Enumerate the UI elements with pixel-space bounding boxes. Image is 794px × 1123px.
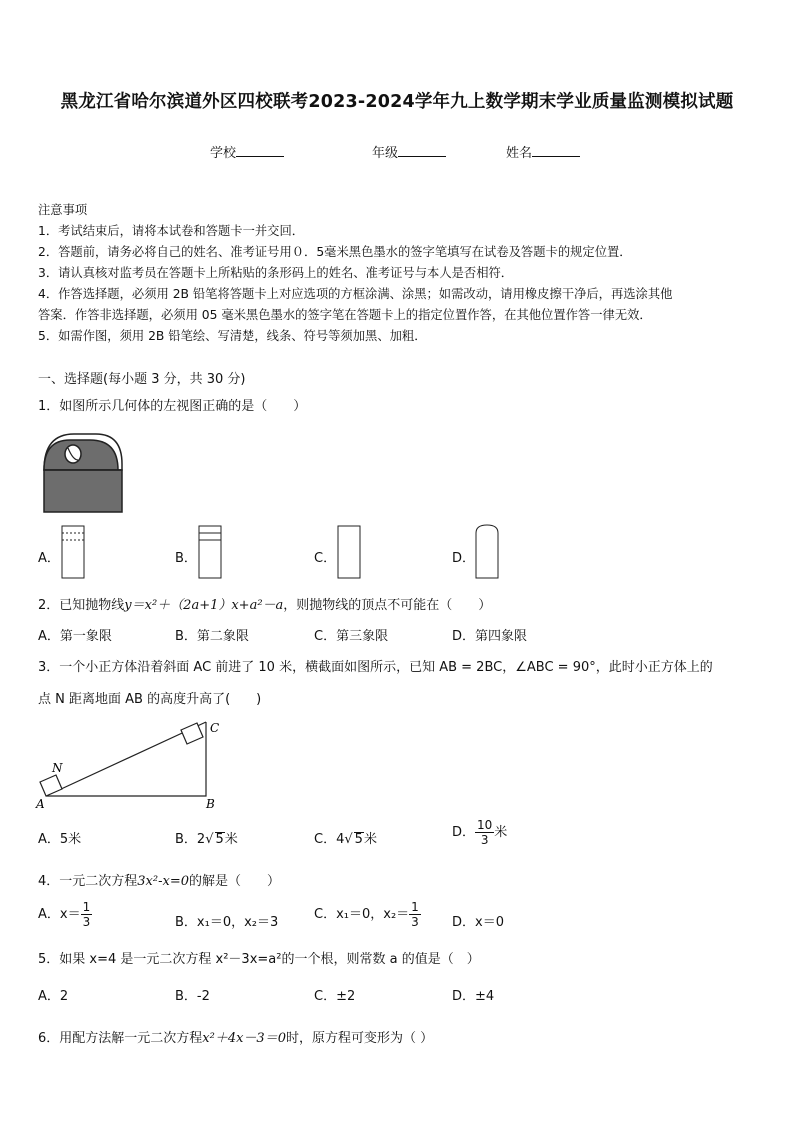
q3-option-d-numerator: 10 <box>477 818 493 832</box>
q6-suffix: 时，原方程可变形为（ ） <box>285 1031 434 1046</box>
q3-option-c-radicand: 5 <box>354 832 363 847</box>
q3-option-b-prefix: B．2 <box>175 832 206 847</box>
name-blank[interactable] <box>532 144 580 157</box>
question-2-text <box>38 594 491 613</box>
label-n: N <box>52 761 63 775</box>
q4-option-c-prefix: C．x₁＝0，x₂＝ <box>314 907 410 922</box>
q2-option-a[interactable]: A．第一象限 <box>38 629 112 644</box>
q1-option-d[interactable]: D． <box>452 551 476 566</box>
q2-option-d[interactable]: D．第四象限 <box>452 629 528 644</box>
q4-prefix: 4．一元二次方程 <box>38 874 138 889</box>
q4-option-b[interactable]: B．x₁＝0，x₂＝3 <box>175 915 279 930</box>
q3-option-c-suffix: 米 <box>363 832 377 847</box>
q3-option-c[interactable]: C．4√ 5米 <box>314 832 377 847</box>
grade-field[interactable] <box>372 142 446 161</box>
notice-heading: 注意事项 <box>38 203 88 217</box>
name-field[interactable] <box>506 142 580 161</box>
question-5-text: 5．如果 x=4 是一元二次方程 x²－3x=a²的一个根，则常数 a 的值是（ ） <box>38 952 480 967</box>
school-field[interactable] <box>210 142 284 161</box>
question-3-line-1: 3．一个小正方体沿着斜面 AC 前进了 10 米，横截面如图所示，已知 AB = 2BC，∠ABC = 90°，此时小正方体上的 <box>38 660 713 675</box>
q4-option-a-numerator: 1 <box>82 900 91 914</box>
q4-option-a-prefix: A．x＝ <box>38 907 81 922</box>
q1-option-b-figure <box>198 525 222 579</box>
q2-prefix: 2．已知抛物线 <box>38 598 125 613</box>
q3-option-a[interactable]: A．5米 <box>38 832 82 847</box>
q1-option-b[interactable]: B． <box>175 551 197 566</box>
q4-option-c-denominator: 3 <box>411 915 419 929</box>
section-heading: 一、选择题(每小题 3 分，共 30 分) <box>38 372 246 387</box>
q4-option-a-denominator: 3 <box>82 915 91 929</box>
question-3-line-2: 点 N 距离地面 AB 的高度升高了( ) <box>38 692 262 707</box>
q2-expression: y＝x²＋（2a+1）x+a²－a <box>124 598 284 613</box>
notice-item: 4．作答选择题，必须用 2B 铅笔将答题卡上对应选项的方框涂满、涂黑；如需改动，请用橡皮擦干净后，再选涂其他 <box>38 287 673 301</box>
q1-solid-figure <box>40 430 128 514</box>
q1-option-a-figure <box>61 525 85 579</box>
q4-option-a[interactable] <box>38 900 92 929</box>
school-blank[interactable] <box>236 144 284 157</box>
q3-option-d-prefix: D． <box>452 825 476 840</box>
q4-option-c[interactable] <box>314 900 421 929</box>
label-b: B <box>206 797 215 811</box>
q6-expression: x²＋4x－3＝0 <box>202 1031 286 1046</box>
q3-slope-figure <box>34 712 224 812</box>
notice-item: 5．如需作图，须用 2B 铅笔绘、写清楚，线条、符号等须加黑、加粗． <box>38 329 427 343</box>
notice-item: 2．答题前，请务必将自己的姓名、准考证号用０．5毫米黑色墨水的签字笔填写在试卷及答题卡的规定位置． <box>38 245 632 259</box>
q3-option-b[interactable]: B．2√ 5米 <box>175 832 238 847</box>
q1-option-a[interactable]: A． <box>38 551 60 566</box>
notice-item: 答案．作答非选择题，必须用 05 毫米黑色墨水的签字笔在答题卡上的指定位置作答，在其他位置作答一律无效． <box>38 308 652 322</box>
q4-option-c-fraction <box>409 900 421 929</box>
q5-option-a[interactable]: A．2 <box>38 989 69 1004</box>
school-label: 学校 <box>210 146 237 161</box>
grade-label: 年级 <box>372 146 399 161</box>
notice-block <box>38 200 672 347</box>
question-4-text <box>38 870 280 889</box>
q4-suffix: 的解是（ ） <box>188 874 280 889</box>
page-title: 黑龙江省哈尔滨道外区四校联考2023-2024学年九上数学期末学业质量监测模拟试题 <box>60 92 734 112</box>
name-label: 姓名 <box>506 146 533 161</box>
q3-option-d[interactable] <box>452 818 507 847</box>
label-c: C <box>210 721 220 735</box>
q2-suffix: ，则抛物线的顶点不可能在（ ） <box>283 598 492 613</box>
question-1-text: 1．如图所示几何体的左视图正确的是（ ） <box>38 399 307 414</box>
q4-option-a-fraction <box>81 900 93 929</box>
q1-option-c-figure <box>337 525 361 579</box>
notice-item: 1．考试结束后，请将本试卷和答题卡一并交回． <box>38 224 305 238</box>
q1-option-d-figure <box>475 523 499 579</box>
q6-prefix: 6．用配方法解一元二次方程 <box>38 1031 203 1046</box>
q3-option-d-denominator: 3 <box>480 833 489 847</box>
question-6-text <box>38 1027 433 1046</box>
q4-expression: 3x²-x=0 <box>137 874 189 889</box>
label-a: A <box>36 797 45 811</box>
q3-option-d-fraction <box>475 818 494 847</box>
q1-option-c[interactable]: C． <box>314 551 337 566</box>
grade-blank[interactable] <box>398 144 446 157</box>
q5-option-c[interactable]: C．±2 <box>314 989 356 1004</box>
q4-option-c-numerator: 1 <box>411 900 419 914</box>
q5-option-d[interactable]: D．±4 <box>452 989 495 1004</box>
q3-option-c-prefix: C．4 <box>314 832 345 847</box>
q4-option-d[interactable]: D．x＝0 <box>452 915 504 930</box>
q2-option-c[interactable]: C．第三象限 <box>314 629 389 644</box>
q5-option-b[interactable]: B．-2 <box>175 989 210 1004</box>
q3-option-d-suffix: 米 <box>494 825 508 840</box>
q2-option-b[interactable]: B．第二象限 <box>175 629 249 644</box>
q3-option-b-radicand: 5 <box>215 832 224 847</box>
q3-option-b-suffix: 米 <box>224 832 238 847</box>
notice-item: 3．请认真核对监考员在答题卡上所粘贴的条形码上的姓名、准考证号与本人是否相符． <box>38 266 514 280</box>
